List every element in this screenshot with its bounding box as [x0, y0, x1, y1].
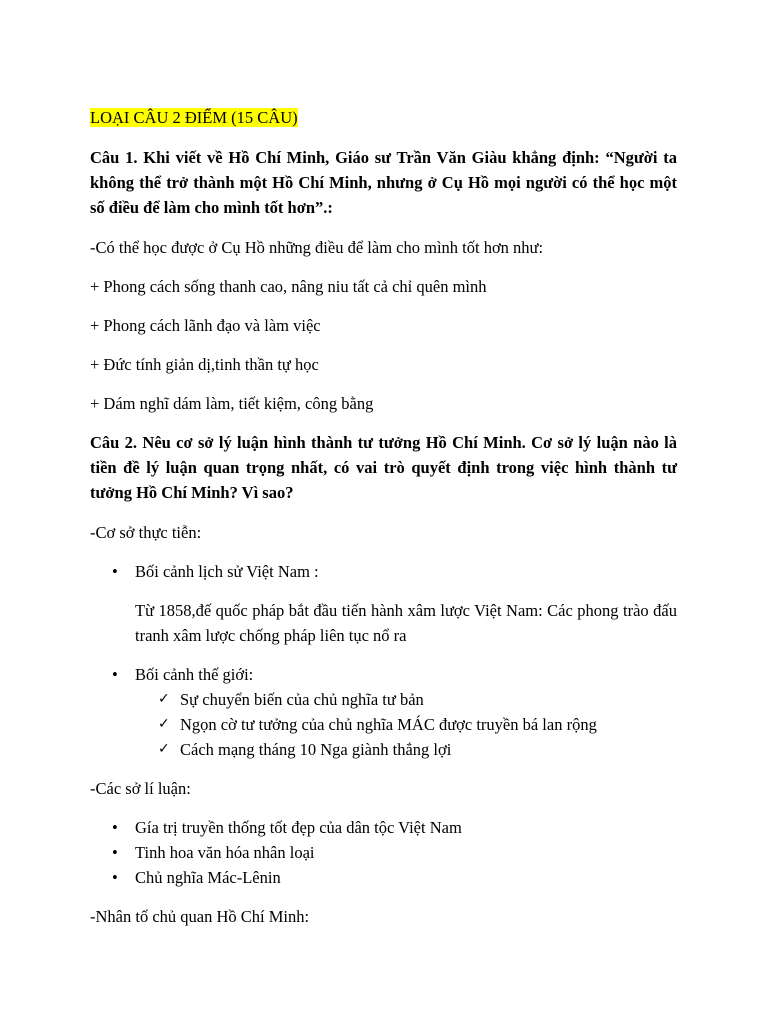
world-checklist	[90, 687, 677, 762]
checkmark-item: ✓ Ngọn cờ tư tưởng của chủ nghĩa MÁC được truyền bá lan rộng	[90, 712, 677, 737]
q1-item: + Đức tính giản dị,tinh thần tự học	[90, 355, 319, 374]
practical-basis-heading: -Cơ sở thực tiễn:	[90, 523, 202, 542]
theory-list	[90, 815, 677, 890]
document-body	[90, 105, 677, 943]
q1-intro: -Có thể học được ở Cụ Hồ những điều để làm cho mình tốt hơn như:	[90, 238, 544, 257]
theory-item: • Chủ nghĩa Mác-Lênin	[90, 865, 677, 890]
theory-item: • Tinh hoa văn hóa nhân loại	[90, 840, 677, 865]
world-context-list	[90, 662, 677, 687]
checkmark-item: ✓ Sự chuyển biến của chủ nghĩa tư bản	[90, 687, 677, 712]
theory-basis-heading: -Các sở lí luận:	[90, 779, 191, 798]
q1-item: + Phong cách sống thanh cao, nâng niu tất cả chỉ quên mình	[90, 277, 487, 296]
theory-item: • Gía trị truyền thống tốt đẹp của dân tộc Việt Nam	[90, 815, 677, 840]
vn-context-list	[90, 559, 677, 584]
vn-context-label: • Bối cảnh lịch sử Việt Nam :	[90, 559, 677, 584]
q1-item: + Phong cách lãnh đạo và làm việc	[90, 316, 321, 335]
world-context-label: • Bối cảnh thế giới:	[90, 662, 677, 687]
q1-item: + Dám nghĩ dám làm, tiết kiệm, công bằng	[90, 394, 374, 413]
vn-context-text: Từ 1858,đế quốc pháp bắt đầu tiến hành xâm lược Việt Nam: Các phong trào đấu tranh xâm lược chống pháp liên tục nổ ra	[135, 601, 677, 645]
question-2: Câu 2. Nêu cơ sở lý luận hình thành tư tưởng Hồ Chí Minh. Cơ sở lý luận nào là tiền đề lý luận quan trọng nhất, có vai trò quyết định trong việc hình thành tư tưởng Hồ Chí Minh? Vì sao?	[90, 433, 677, 502]
checkmark-item: ✓ Cách mạng tháng 10 Nga giành thắng lợi	[90, 737, 677, 762]
section-heading	[90, 105, 677, 130]
highlighted-heading-text: LOẠI CÂU 2 ĐIỂM (15 CÂU)	[90, 108, 298, 127]
subjective-factor-heading: -Nhân tố chủ quan Hồ Chí Minh:	[90, 907, 310, 926]
question-1: Câu 1. Khi viết về Hồ Chí Minh, Giáo sư Trần Văn Giàu khẳng định: “Người ta không thể trở thành một Hồ Chí Minh, nhưng ở Cụ Hồ mọi người có thể học một số điều để làm cho mình tốt hơn”.:	[90, 148, 677, 217]
